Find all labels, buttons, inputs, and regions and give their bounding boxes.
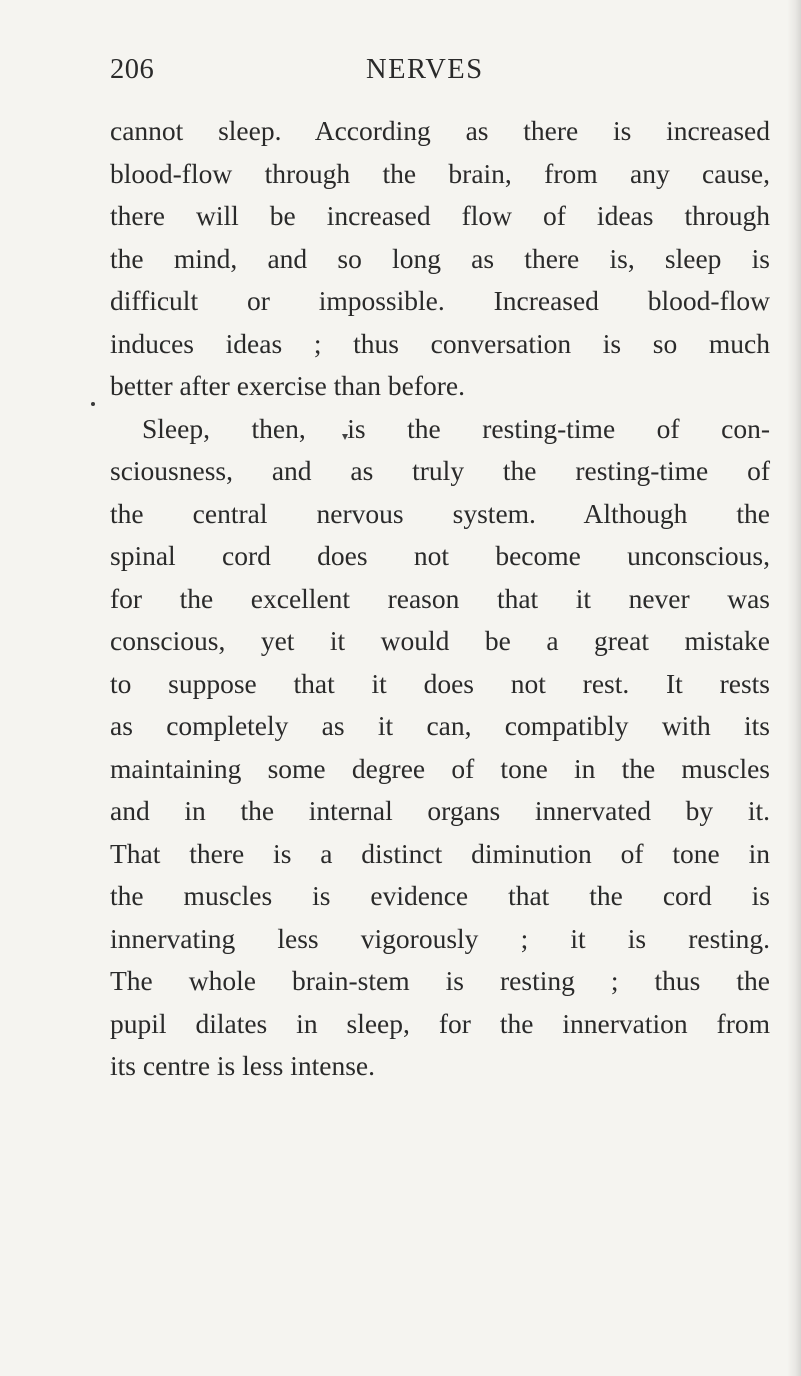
- text-line: maintaining some degree of tone in the muscles: [110, 752, 770, 784]
- paragraph-end-line: better after exercise than before.: [110, 370, 465, 401]
- paragraph-end-line: its centre is less intense.: [110, 1050, 376, 1081]
- text-line: blood-flow through the brain, from any cause,: [110, 157, 770, 189]
- running-head: [110, 48, 750, 92]
- text-line: innervating less vigorously ; it is resting.: [110, 922, 770, 954]
- text-line: difficult or impossible. Increased blood-flow: [110, 285, 770, 316]
- body-text: [110, 110, 770, 1088]
- text-line: as completely as it can, compatibly with its: [110, 710, 770, 741]
- page-number: 206: [110, 54, 155, 85]
- text-line: pupil dilates in sleep, for the innervation from: [110, 1007, 770, 1039]
- paragraph-start-line: Sleep, then, is the resting-time of con-: [142, 412, 770, 444]
- text-line: That there is a distinct diminution of tone in: [110, 837, 770, 869]
- text-line: the central nervous system. Although the: [110, 497, 770, 529]
- running-title: NERVES: [366, 54, 484, 85]
- text-line: and in the internal organs innervated by it.: [110, 795, 770, 826]
- print-speck: [91, 402, 95, 406]
- text-line: conscious, yet it would be a great mistake: [110, 625, 770, 656]
- text-line: to suppose that it does not rest. It rests: [110, 667, 770, 699]
- text-line: cannot sleep. According as there is increased: [110, 115, 770, 146]
- text-line: sciousness, and as truly the resting-time of: [110, 455, 770, 486]
- text-line: induces ideas ; thus conversation is so much: [110, 327, 770, 359]
- text-line: the muscles is evidence that the cord is: [110, 880, 770, 911]
- text-line: for the excellent reason that it never was: [110, 582, 770, 614]
- page-edge-shadow: [787, 0, 801, 1376]
- text-line: the mind, and so long as there is, sleep is: [110, 242, 770, 274]
- text-line: there will be increased flow of ideas through: [110, 200, 770, 231]
- text-line: The whole brain-stem is resting ; thus the: [110, 965, 770, 996]
- text-line: spinal cord does not become unconscious,: [110, 540, 770, 571]
